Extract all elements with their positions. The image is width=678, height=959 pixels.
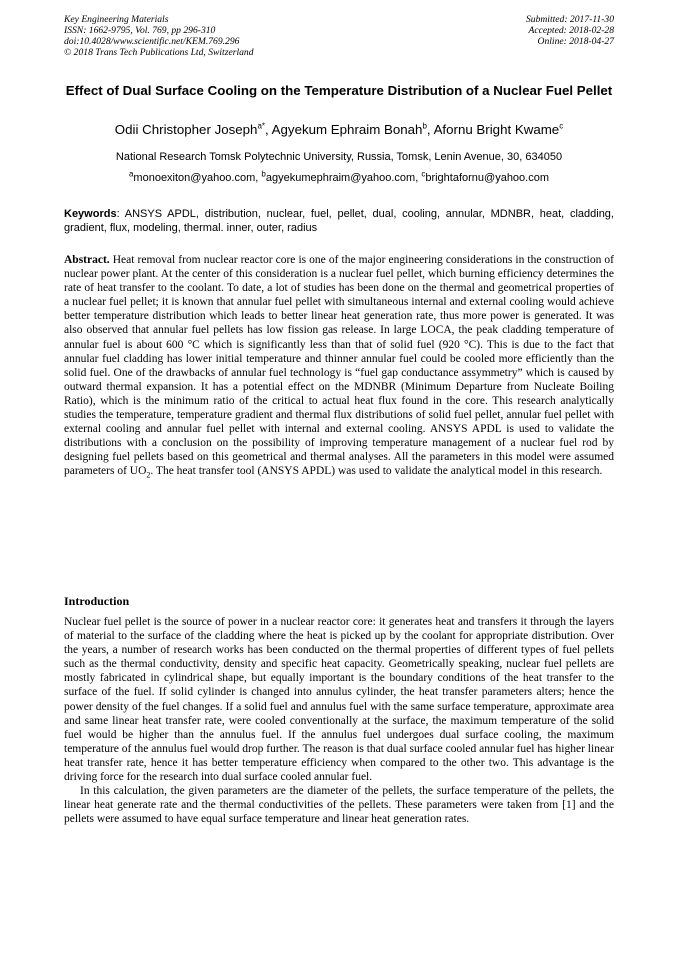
email-list: $^a$monoexiton@yahoo.com, $^b$agyekumephraim@yahoo.com, $^c$brightafornu@yahoo.com: [128, 169, 550, 184]
introduction-paragraph: In this calculation, the given parameters are the diameter of the pellets, the surface temperature of the pellets, the linear heat generate rate and the thermal conductivities of the pellets. These parameters were taken from [1] and the pellets were assumed to have equal surface temperature and linear heat generation rates.: [64, 785, 614, 826]
author-marker: b: [422, 121, 427, 131]
author-name: Agyekum Ephraim Bonah: [271, 122, 423, 137]
abstract-subscript: 2: [146, 470, 151, 480]
email-link[interactable]: monoexiton@yahoo.com: [133, 172, 256, 184]
paper-title: Effect of Dual Surface Cooling on the Temperature Distribution of a Nuclear Fuel Pellet: [65, 83, 613, 98]
author-marker: a*: [257, 121, 266, 131]
keywords-text: ANSYS APDL, distribution, nuclear, fuel, pellet, dual, cooling, annular, MDNBR, heat, cladding, gradient, flux, modeling, thermal. inner, outer, radius: [64, 208, 614, 234]
introduction-body: [64, 615, 614, 826]
author-name: Afornu Bright Kwame: [433, 122, 560, 137]
author-list: Odii Christopher Joseph$^{a*}$, Agyekum Ephraim Bonah$^b$, Afornu Bright Kwame$^c$: [114, 121, 564, 137]
introduction-paragraph: Nuclear fuel pellet is the source of power in a nuclear reactor core: it generates heat and transfers it through the layers of material to the surface of the cladding where the heat is picked up by the coolant for appropriate distribution. Over the years, a number of research works has been conducted on the thermal properties of different types of fuel pellets such as the thermal conductivity, density and specific heat capacity. Geometrically speaking, nuclear fuel pellets are mostly fabricated in cylindrical shape, but equally important is the boundary conditions of the heat transfer to the surface of the fuel. If solid cylinder is changed into annulus cylinder, the heat transfer parameters alters; hence the power density of the fuel changes. If a solid fuel and annulus fuel with the same surface temperature, approximate area and same linear heat transfer rate, were cooled conventionally at the surface, the maximum temperature of the solid fuel would be higher than the annulus fuel. If the annulus fuel undergoes dual surface cooling, the maximum temperature of the annulus fuel would drop further. The reason is that dual surface cooled annular fuel has higher linear heat transfer rate, hence it has better temperature efficiency when compared to the other two. This advantage is the driving force for the research into dual surface cooled annular fuel.: [64, 616, 614, 784]
journal-info: [64, 14, 254, 58]
journal-name: Key Engineering Materials: [64, 14, 169, 25]
author-name: Odii Christopher Joseph: [114, 122, 258, 137]
journal-issn: ISSN: 1662-9795, Vol. 769, pp 296-310: [64, 25, 216, 36]
email-marker: a: [128, 169, 134, 179]
email-link[interactable]: agyekumephraim@yahoo.com: [265, 172, 416, 184]
date-accepted: Accepted: 2018-02-28: [528, 25, 614, 36]
email-marker: c: [421, 169, 426, 179]
abstract-block: [64, 253, 614, 479]
journal-copyright: © 2018 Trans Tech Publications Ltd, Switzerland: [64, 47, 254, 58]
keywords-block: Keywords: ANSYS APDL, distribution, nuclear, fuel, pellet, dual, cooling, annular, MDNBR, heat, cladding, gradient, flux, modeling, thermal. inner, outer, radius: [64, 208, 614, 234]
abstract-text-tail: . The heat transfer tool (ANSYS APDL) was used to validate the analytical model in this research.: [150, 465, 603, 478]
journal-doi[interactable]: doi:10.4028/www.scientific.net/KEM.769.296: [64, 36, 240, 47]
introduction-heading: Introduction: [64, 594, 130, 608]
abstract-label: Abstract.: [64, 254, 110, 266]
author-marker: c: [559, 121, 564, 131]
keywords-label: Keywords: [64, 208, 117, 220]
email-link[interactable]: brightafornu@yahoo.com: [425, 172, 550, 184]
affiliation: National Research Tomsk Polytechnic University, Russia, Tomsk, Lenin Avenue, 30, 634050: [115, 151, 563, 163]
date-online: Online: 2018-04-27: [537, 36, 614, 47]
date-submitted: Submitted: 2017-11-30: [525, 14, 614, 25]
abstract-text: Heat removal from nuclear reactor core is one of the major engineering considerations in the construction of nuclear power plant. At the center of this consideration is a nuclear fuel pellet, which burning efficiency determines the rate of heat transfer to the coolant. To date, a lot of studies has been done on the thermal and geometrical properties of a nuclear fuel pellet; it is known that annular fuel pellet with simultaneous internal and external cooling would achieve better temperature distribution which leads to better linear heat generation rate, thus more power is generated. It was also observed that annular fuel pellets has low fission gas release. In large LOCA, the peak cladding temperature of annular fuel is about 600 °C which is significantly less than that of solid fuel (920 °C). This is due to the fact that annular fuel cladding has lower initial temperature and thinner annular fuel could be cooled more efficiently than the solid fuel. One of the drawbacks of annular fuel technology is “fuel gap conductance assymmetry” which is caused by outward thermal expansion. It has a potential effect on the MDNBR (Minimum Departure from Nucleate Boiling Ratio), which is the minimum ratio of the critical to actual heat flux found in the core. This research analytically studies the temperature, temperature gradient and thermal flux distributions of solid fuel pellet, annular fuel pellet with external cooling and annular fuel pellet with internal and external cooling. ANSYS APDL is used to validate the distributions with a conclusion on the possibility of improving temperature management of a nuclear fuel rod by designing fuel pellets based on this geometrical and thermal analyses. All the parameters in this model were assumed parameters of UO: [64, 254, 614, 478]
publication-dates: [526, 14, 614, 47]
email-marker: b: [261, 169, 266, 179]
